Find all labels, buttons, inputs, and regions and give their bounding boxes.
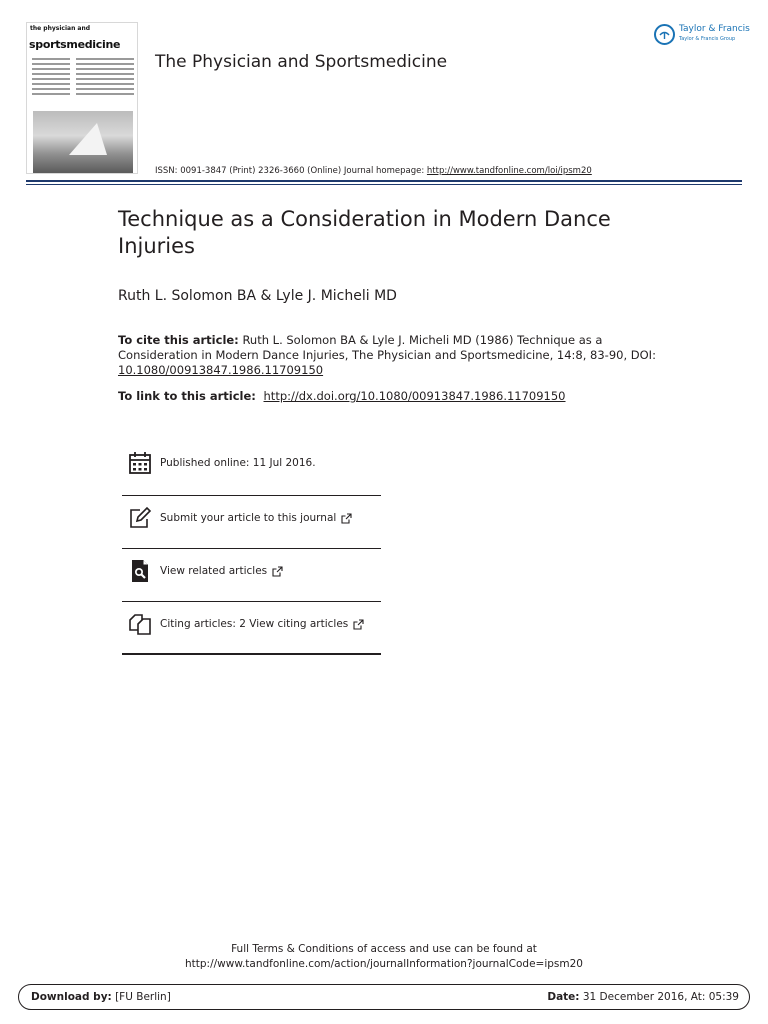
submit-article-link[interactable]: Submit your article to this journal (160, 512, 337, 524)
info-divider (122, 601, 381, 602)
header-rule-thin (26, 184, 742, 185)
external-link-icon (353, 619, 364, 630)
cover-windsurfer-photo (33, 111, 133, 173)
cite-doi-link[interactable]: 10.1080/00913847.1986.11709150 (118, 363, 324, 377)
related-articles-row[interactable] (122, 558, 381, 584)
cite-text: Ruth L. Solomon BA & Lyle J. Micheli MD (1986) Technique as a Consideration in Modern Dance Injuries, The Physician and Sportsmedicine, 14:8, 83-90, DOI: (118, 333, 656, 362)
taylor-francis-logo-icon (654, 24, 675, 45)
download-date-label: Date: (547, 991, 580, 1003)
published-online-text: Published online: 11 Jul 2016. (160, 457, 316, 469)
external-link-icon (341, 513, 352, 524)
citing-articles-icon (127, 611, 153, 637)
journal-cover-image (26, 22, 138, 174)
publisher-group: Taylor & Francis Group (679, 36, 736, 42)
cite-label: To cite this article: (118, 333, 239, 347)
download-by (31, 991, 171, 1003)
link-label: To link to this article: (118, 389, 256, 403)
terms-url-link[interactable]: http://www.tandfonline.com/action/journalInformation?journalCode=ipsm20 (184, 958, 583, 970)
header-rule (26, 180, 742, 182)
terms-and-conditions (0, 942, 768, 972)
article-link-line (118, 389, 566, 403)
journal-title: The Physician and Sportsmedicine (155, 52, 448, 72)
citing-articles-link[interactable]: Citing articles: 2 View citing articles (160, 618, 349, 630)
article-doi-link[interactable]: http://dx.doi.org/10.1080/00913847.1986.11709150 (263, 389, 566, 403)
cover-contents-lines (32, 55, 134, 103)
download-date-value: 31 December 2016, At: 05:39 (582, 991, 739, 1003)
info-divider (122, 495, 381, 496)
download-by-label: Download by: (31, 991, 112, 1003)
download-info-bar (18, 984, 750, 1010)
issn-line (155, 166, 592, 176)
citation-block (118, 333, 658, 378)
terms-text: Full Terms & Conditions of access and use can be found at (231, 943, 537, 955)
publisher-name: Taylor & Francis (679, 24, 750, 34)
download-by-value: [FU Berlin] (115, 991, 171, 1003)
info-divider-bottom (122, 653, 381, 655)
issn-text: ISSN: 0091-3847 (Print) 2326-3660 (Online) Journal homepage: (155, 166, 427, 176)
cover-masthead-small: the physician and (30, 25, 91, 32)
article-title: Technique as a Consideration in Modern Dance Injuries (118, 207, 611, 258)
published-online-row (122, 450, 381, 476)
publisher-logo (654, 22, 750, 46)
document-search-icon (127, 558, 153, 584)
info-divider (122, 548, 381, 549)
download-date (547, 991, 739, 1003)
edit-icon (127, 505, 153, 531)
submit-article-row[interactable] (122, 505, 381, 531)
related-articles-link[interactable]: View related articles (160, 565, 268, 577)
calendar-icon (127, 450, 153, 476)
external-link-icon (272, 566, 283, 577)
article-authors: Ruth L. Solomon BA & Lyle J. Micheli MD (118, 288, 397, 304)
cover-masthead: sportsmedicine (29, 38, 121, 51)
citing-articles-row[interactable] (122, 611, 381, 637)
journal-homepage-link[interactable]: http://www.tandfonline.com/loi/ipsm20 (426, 166, 592, 176)
